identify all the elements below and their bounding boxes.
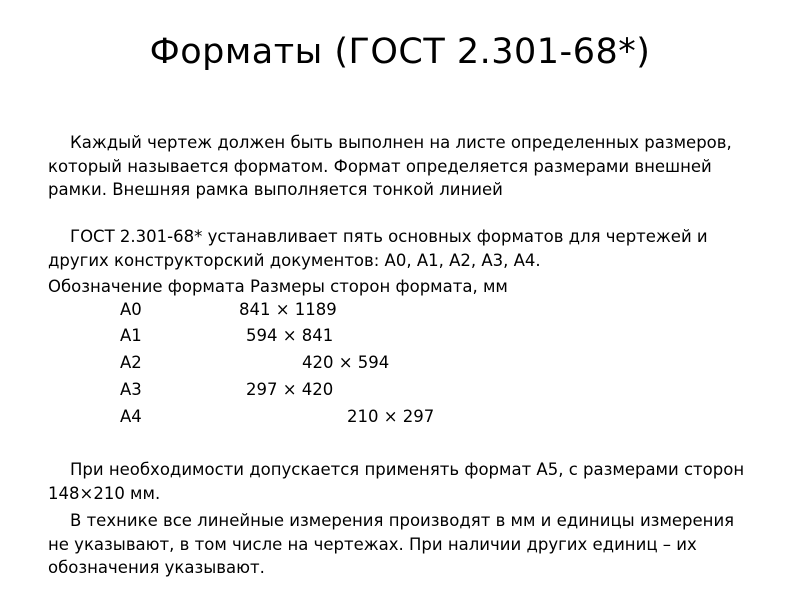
formats-table-header: Обозначение формата Размеры сторон формата, мм: [48, 277, 508, 296]
format-size-a2: 420 × 594: [302, 353, 390, 372]
format-size-a0: 841 × 1189: [239, 300, 337, 319]
paragraph-format-a5: При необходимости допускается применять формат А5, с размерами сторон 148×210 мм.: [48, 460, 745, 503]
paragraph-format-definition: Каждый чертеж должен быть выполнен на листе определенных размеров, который называется форматом. Формат определяется размерами внешней рамки. Внешняя рамка выполняется тонкой линией: [48, 133, 732, 199]
format-code-a3: А3: [120, 380, 142, 399]
format-size-a4: 210 × 297: [347, 407, 435, 426]
format-code-a0: А0: [120, 300, 142, 319]
format-code-a2: А2: [120, 353, 142, 372]
paragraph-units: В технике все линейные измерения производят в мм и единицы измерения не указывают, в том числе на чертежах. При наличии других единиц – их обозначения указывают.: [48, 511, 735, 577]
format-size-a1: 594 × 841: [246, 326, 334, 345]
format-code-a4: А4: [120, 407, 142, 426]
format-code-a1: А1: [120, 326, 142, 345]
slide-title: Форматы (ГОСТ 2.301-68*): [149, 32, 651, 72]
format-size-a3: 297 × 420: [246, 380, 334, 399]
paragraph-gost-formats: ГОСТ 2.301-68* устанавливает пять основных форматов для чертежей и других конструкторский документов: А0, А1, А2, А3, А4.: [48, 227, 708, 270]
